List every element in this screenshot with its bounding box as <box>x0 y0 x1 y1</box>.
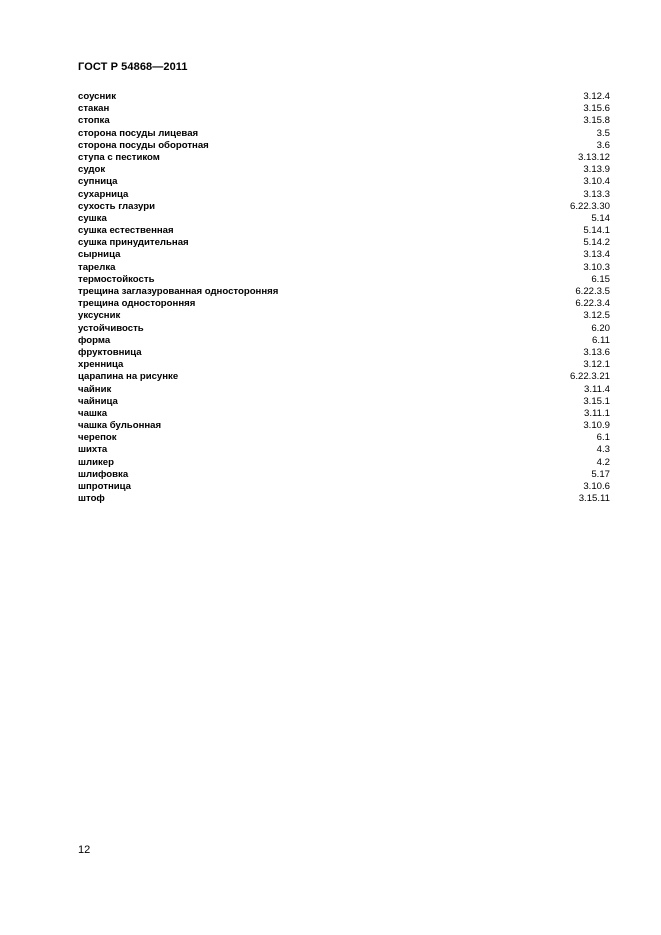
index-reference: 3.11.1 <box>584 407 610 419</box>
index-term: сушка <box>78 212 107 224</box>
index-entry <box>78 213 610 225</box>
index-entry <box>78 128 610 140</box>
index-entry <box>78 201 610 213</box>
page-number: 12 <box>78 844 91 856</box>
index-term: уксусник <box>78 310 121 322</box>
index-reference: 4.3 <box>596 444 610 456</box>
index-reference: 6.20 <box>591 322 610 334</box>
index-term: сухарница <box>78 188 129 200</box>
index-term: шликер <box>78 456 114 468</box>
index-reference: 6.22.3.30 <box>569 200 610 212</box>
index-reference: 3.10.6 <box>583 481 610 492</box>
index-term: шихта <box>78 444 108 456</box>
index-reference: 3.10.9 <box>583 420 610 432</box>
index-term: чайник <box>78 383 112 395</box>
index-entry <box>78 176 610 188</box>
index-reference: 3.15.6 <box>583 103 610 115</box>
index-reference: 3.6 <box>596 139 610 151</box>
index-reference: 6.1 <box>596 432 610 444</box>
index-reference: 3.12.1 <box>583 359 610 371</box>
index-term: трещина заглазурованная односторонняя <box>78 286 279 297</box>
index-reference: 5.17 <box>591 468 610 480</box>
index-entry <box>78 444 610 456</box>
index-term: чайница <box>78 395 118 407</box>
index-entry <box>78 457 610 469</box>
index-term: шлифовка <box>78 468 129 480</box>
index-term: чашка <box>78 407 108 419</box>
index-reference: 3.12.5 <box>583 310 610 322</box>
index-reference: 6.15 <box>591 273 610 285</box>
index-entry <box>78 298 610 310</box>
index-term: шпротница <box>78 481 132 492</box>
index-reference: 3.12.4 <box>583 91 610 102</box>
index-entry <box>78 335 610 347</box>
index-term: фруктовница <box>78 346 142 358</box>
index-reference: 3.10.4 <box>583 176 610 188</box>
index-reference: 3.15.8 <box>583 115 610 127</box>
index-entry <box>78 115 610 127</box>
index-reference: 6.22.3.21 <box>569 371 610 383</box>
index-entry <box>78 481 610 493</box>
index-entry <box>78 164 610 176</box>
index-entry <box>78 237 610 249</box>
index-entry <box>78 152 610 164</box>
index-entry <box>78 262 610 274</box>
index-entry <box>78 91 610 103</box>
index-reference: 6.22.3.4 <box>575 298 610 310</box>
index-reference: 4.2 <box>596 456 610 468</box>
index-term: судок <box>78 164 106 176</box>
index-entry <box>78 103 610 115</box>
index-term: супница <box>78 176 118 188</box>
index-term: сторона посуды лицевая <box>78 127 199 139</box>
index-reference: 3.10.3 <box>583 261 610 273</box>
index-term: хренница <box>78 359 124 371</box>
index-entry <box>78 189 610 201</box>
index-term: тарелка <box>78 261 116 273</box>
index-term: трещина односторонняя <box>78 298 196 310</box>
index-reference: 6.11 <box>592 334 610 346</box>
index-entry <box>78 420 610 432</box>
index-term: чашка бульонная <box>78 420 162 432</box>
index-term: сушка естественная <box>78 225 174 237</box>
index-reference: 3.15.1 <box>583 395 610 407</box>
index-reference: 3.13.4 <box>583 249 610 261</box>
index-entry <box>78 396 610 408</box>
index-entry <box>78 274 610 286</box>
index-term: черепок <box>78 432 117 444</box>
index-entry <box>78 323 610 335</box>
index-entry <box>78 493 610 505</box>
index-term: ступа с пестиком <box>78 151 160 163</box>
index-reference: 5.14 <box>591 212 610 224</box>
index-entry <box>78 225 610 237</box>
term-index-list <box>78 91 610 505</box>
index-term: сторона посуды оборотная <box>78 139 209 151</box>
index-entry <box>78 371 610 383</box>
index-entry <box>78 469 610 481</box>
document-header: ГОСТ Р 54868—2011 <box>78 61 188 73</box>
index-term: сухость глазури <box>78 200 156 212</box>
index-reference: 3.15.11 <box>578 493 610 505</box>
index-term: штоф <box>78 493 105 505</box>
index-term: форма <box>78 334 111 346</box>
index-reference: 3.5 <box>596 127 610 139</box>
index-entry <box>78 359 610 371</box>
index-reference: 3.11.4 <box>584 383 610 395</box>
index-entry <box>78 286 610 298</box>
index-term: сушка принудительная <box>78 237 189 249</box>
index-term: стопка <box>78 115 110 127</box>
index-entry <box>78 384 610 396</box>
index-entry <box>78 408 610 420</box>
index-term: соусник <box>78 91 116 102</box>
index-reference: 3.13.3 <box>583 188 610 200</box>
index-reference: 5.14.2 <box>583 237 610 249</box>
index-entry <box>78 249 610 261</box>
index-entry <box>78 432 610 444</box>
index-term: стакан <box>78 103 110 115</box>
index-reference: 3.13.6 <box>583 346 610 358</box>
index-reference: 5.14.1 <box>583 225 610 237</box>
index-term: царапина на рисунке <box>78 371 179 383</box>
index-reference: 3.13.12 <box>577 151 610 163</box>
index-term: термостойкость <box>78 273 155 285</box>
index-reference: 6.22.3.5 <box>575 286 610 297</box>
index-term: сырница <box>78 249 121 261</box>
index-reference: 3.13.9 <box>583 164 610 176</box>
index-term: устойчивость <box>78 322 144 334</box>
index-entry <box>78 310 610 322</box>
index-entry <box>78 140 610 152</box>
index-entry <box>78 347 610 359</box>
